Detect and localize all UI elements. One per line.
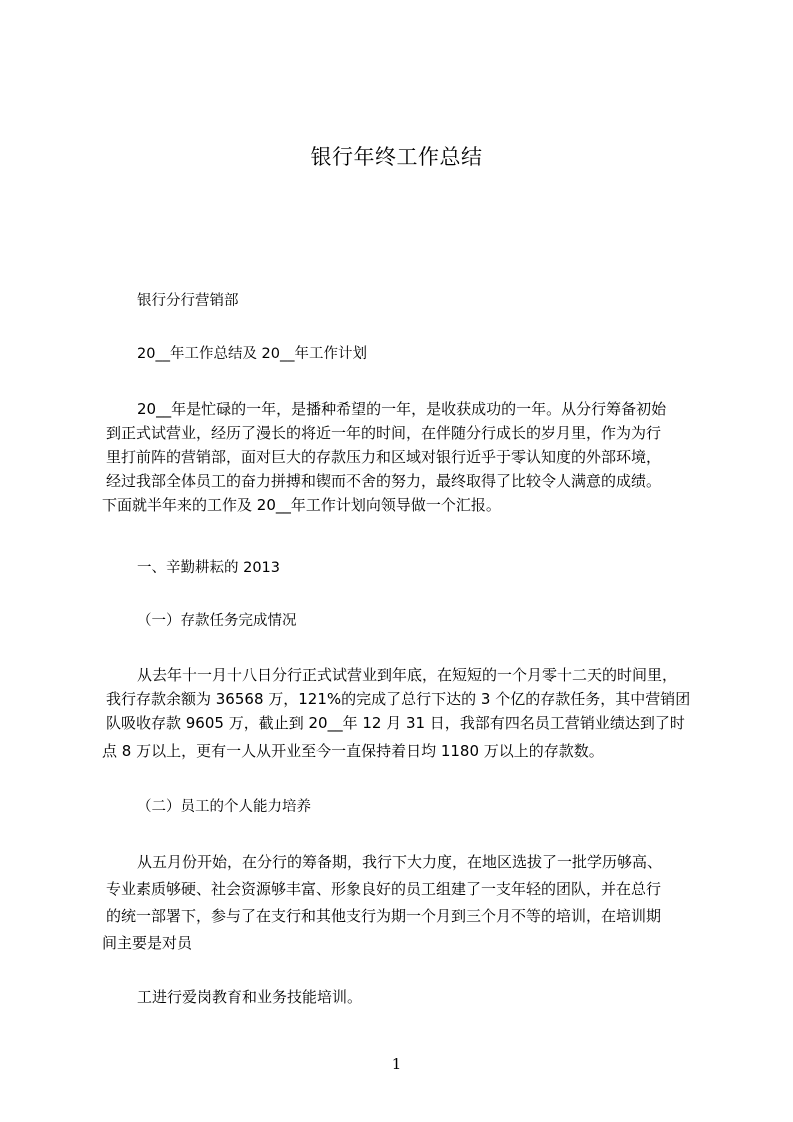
body-line: 间主要是对员: [102, 934, 193, 952]
subtitle-line: 20__年工作总结及 20__年工作计划: [137, 346, 368, 362]
body-line: 队吸收存款 9605 万，截止到 20__年 12 月 31 日，我部有四名员工营销业绩达到了时: [106, 714, 685, 732]
body-line: 从五月份开始，在分行的筹备期，我行下大力度，在地区选拔了一批学历够高、: [137, 853, 663, 871]
subsection-heading: （二）员工的个人能力培养: [137, 799, 311, 815]
subsection-heading: （一）存款任务完成情况: [137, 613, 297, 629]
intro-line: 里打前阵的营销部，面对巨大的存款压力和区域对银行近乎于零认知度的外部环境，: [106, 448, 662, 466]
department-line: 银行分行营销部: [137, 293, 239, 309]
body-line: 工进行爱岗教育和业务技能培训。: [137, 988, 363, 1006]
body-line: 的统一部署下，参与了在支行和其他支行为期一个月到三个月不等的培训，在培训期: [106, 907, 662, 925]
section-heading: 一、辛勤耕耘的 2013: [137, 560, 281, 576]
body-line: 点 8 万以上，更有一人从开业至今一直保持着日均 1180 万以上的存款数。: [102, 742, 604, 760]
body-line: 从去年十一月十八日分行正式试营业到年底，在短短的一个月零十二天的时间里，: [137, 666, 678, 684]
intro-line: 经过我部全体员工的奋力拼搏和锲而不舍的努力，最终取得了比较令人满意的成绩。: [106, 472, 662, 490]
intro-line: 下面就半年来的工作及 20__年工作计划向领导做一个汇报。: [102, 496, 501, 514]
body-line: 我行存款余额为 36568 万，121%的完成了总行下达的 3 个亿的存款任务，其中营销团: [106, 690, 691, 708]
page-number: 1: [391, 1055, 402, 1073]
body-line: 专业素质够硬、社会资源够丰富、形象良好的员工组建了一支年轻的团队，并在总行: [106, 880, 662, 898]
intro-line: 到正式试营业，经历了漫长的将近一年的时间，在伴随分行成长的岁月里，作为为行: [106, 424, 662, 442]
document-title: 银行年终工作总结: [310, 145, 483, 169]
intro-line: 20__年是忙碌的一年，是播种希望的一年，是收获成功的一年。从分行筹备初始: [137, 400, 667, 418]
